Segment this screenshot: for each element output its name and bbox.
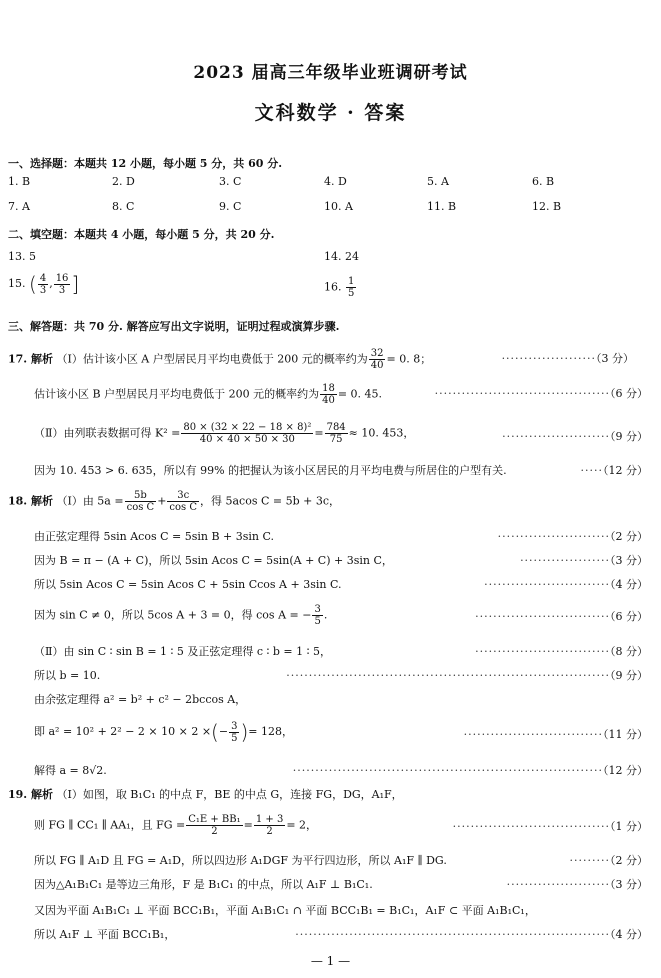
q18-line-1: 18. 解析 （Ⅰ）由 5a = $\frac{5b}{\text{cos C}}$ + $\frac{3c}{\text{cos C}}$ ，得 5acos C = 5b + 3c， [8,490,341,513]
answer-item: 10. A [324,200,353,213]
question-label: 19. 解析 [8,788,53,801]
fraction: $\frac{3}{5}$ [314,604,321,627]
fraction: $\frac{16}{3}$ [55,272,69,296]
text: 所以 A₁F ⊥ 平面 BCC₁B₁， [34,928,176,941]
text: = 0. 45. [337,387,383,401]
text: 又因为平面 A₁B₁C₁ ⊥ 平面 BCC₁B₁，平面 A₁B₁C₁ ∩ 平面 BCC₁B₁ = B₁C₁，A₁F ⊂ 平面 A₁B₁C₁， [34,904,536,917]
score: ·····················（3 分） [501,352,634,365]
text: 估计该小区 B 户型居民月平均电费低于 200 元的概率约为 [34,387,320,401]
score: ····················（3 分） [520,554,648,567]
text: 则 FG ∥ CC₁ ∥ AA₁，且 FG = [34,818,186,832]
score: ·······················（3 分） [506,878,648,891]
q18-line-7 [34,667,648,683]
score: ···································（1 分） [452,820,648,833]
answer-item: 2. D [112,175,135,188]
fraction: $\frac{5b}{\text{cos C}}$ [126,490,155,513]
answer-row-1 [8,175,648,191]
q17-line-1 [8,348,648,371]
score: ·······························（11 分） [463,728,648,741]
fraction: $\frac{3c}{\text{cos C}}$ [169,490,197,513]
score: ························（9 分） [502,430,648,443]
answer-item: 8. C [112,200,135,213]
q17-line-4 [34,462,648,478]
text: 解得 a = 8√2. [34,764,107,777]
q18-line-8 [34,691,648,707]
text: . [323,608,328,622]
score: ······························（6 分） [475,610,648,623]
fraction: $\frac{784}{75}$ [326,422,346,445]
fraction: $\frac{18}{40}$ [322,383,335,406]
open-paren: ( [211,720,219,744]
answer-item: 1. B [8,175,31,188]
fraction: $\frac{32}{40}$ [370,348,384,371]
section-heading-solution: 三、解答题：共 70 分. 解答应写出文字说明，证明过程或演算步骤. [8,320,340,333]
text: 所以 FG ∥ A₁D 且 FG = A₁D，所以四边形 A₁DGF 为平行四边形，所以 A₁F ∥ DG. [34,854,447,867]
text: 由余弦定理得 a² = b² + c² − 2bccos A， [34,693,247,706]
q19-line-1 [8,786,648,802]
score: ······································································（4 分） [295,928,648,941]
answer-item: 6. B [532,175,555,188]
text: （Ⅱ）由列联表数据可得 K² = [34,426,181,440]
q19-line-2: 则 FG ∥ CC₁ ∥ AA₁，且 FG = $\frac{\text{C₁E + BB₁}}{2}$ = $\frac{1 + 3}{2}$ = 2， ···································（1 分） [34,814,648,837]
page-title: 2023 届高三年级毕业班调研考试 [193,63,468,83]
q19-line-3 [34,852,648,868]
q18-line-3 [34,552,648,568]
text: = 2， [286,818,318,832]
q18-line-4 [34,576,648,592]
close-paren: ) [240,720,249,744]
q17-line-2 [34,383,648,406]
q18-line-5 [34,604,648,627]
answer-item: 12. B [532,200,562,213]
question-label: 18. 解析 [8,494,53,508]
text: （Ⅰ）如图，取 B₁C₁ 的中点 F，BE 的中点 G，连接 FG，DG，A₁F， [56,788,403,801]
q17-line-3: （Ⅱ）由列联表数据可得 K² = $\frac{\text{80 × (32 × 22 − 18 × 8)²}}{40 \times 40 \times 50 \times 30}$ = $\frac{784}{75}$ ≈ 10. 453， ························（9 分） [34,422,648,445]
q18-line-9: 即 a² = 10² + 2² − 2 × 10 × 2 ×(− $\frac{3}{5}$ )= 128， ·······························（11 分） [34,720,648,744]
answer-item: 4. D [324,175,347,188]
fraction: $\frac{1}{5}$ [348,276,355,299]
answer-label: 15. [8,277,26,290]
score: ····························（4 分） [484,578,648,591]
answer-row-2 [8,200,648,216]
fraction: $\frac{3}{5}$ [231,720,238,744]
text: 因为△A₁B₁C₁ 是等边三角形，F 是 B₁C₁ 的中点，所以 A₁F ⊥ B₁C₁. [34,878,373,891]
answer-13: 13. 5 [8,250,36,263]
text: 由正弦定理得 5sin Acos C = 5sin B + 3sin C. [34,530,275,543]
text: = 0. 8； [386,352,432,366]
score: ········································································（9 分） [286,669,648,682]
score: ·························（2 分） [497,530,648,543]
page-subtitle: 文科数学 · 答案 [254,102,407,124]
answer-14: 14. 24 [324,250,359,263]
q19-line-6 [34,926,648,942]
fraction: $\frac{\text{C₁E + BB₁}}{2}$ [188,814,241,837]
text: 即 a² = 10² + 2² − 2 × 10 × 2 × [34,725,212,738]
open-paren: ( [29,272,37,296]
score: ······························（8 分） [475,645,648,658]
answer-15: 15. ( $\frac{4}{3}$ , $\frac{16}{3}$ ] [8,272,80,296]
text: （Ⅱ）由 sin C ∶ sin B = 1 ∶ 5 及正弦定理得 c ∶ b = 1 ∶ 5， [34,645,331,658]
answer-item: 11. B [427,200,457,213]
fraction: $\frac{1 + 3}{2}$ [255,814,284,837]
answer-item: 5. A [427,175,449,188]
section-heading-choice: 一、选择题：本题共 12 小题，每小题 5 分，共 60 分. [8,157,283,170]
text: ，得 5acos C = 5b + 3c， [200,494,341,508]
close-bracket: ] [71,272,80,296]
text: （Ⅰ）由 5a = [56,494,124,508]
answer-item: 7. A [8,200,30,213]
question-label: 17. 解析 [8,352,53,366]
score: ·········（2 分） [569,854,648,867]
score: ·····（12 分） [580,464,648,477]
answer-16 [324,276,357,299]
answer-item: 3. C [219,175,242,188]
text: 所以 b = 10. [34,669,101,682]
q18-line-2 [34,528,648,544]
text: 所以 5sin Acos C = 5sin Acos C + 5sin Ccos A + 3sin C. [34,578,342,591]
text: ≈ 10. 453， [348,426,415,440]
answer-label: 16. [324,280,342,294]
fraction: $\frac{4}{3}$ [39,272,47,296]
score: ·····································································（12 分） [292,764,648,777]
text: 因为 10. 453 > 6. 635，所以有 99% 的把握认为该小区居民的月平均电费与所居住的户型有关. [34,464,507,477]
q18-line-6 [34,643,648,659]
q19-line-5 [34,902,648,918]
page-number: — 1 — [310,954,351,968]
text: （Ⅰ）估计该小区 A 户型居民月平均电费低于 200 元的概率约为 [56,352,368,366]
text: = 128， [248,725,293,738]
answer-item: 9. C [219,200,242,213]
text: 因为 B = π − (A + C)，所以 5sin Acos C = 5sin(A + C) + 3sin C， [34,554,393,567]
q19-line-4 [34,876,648,892]
q18-line-10 [34,762,648,778]
fraction: $\frac{\text{80 × (32 × 22 − 18 × 8)²}}{40 \times 40 \times 50 \times 30}$ [183,422,312,445]
section-heading-fill: 二、填空题：本题共 4 小题，每小题 5 分，共 20 分. [8,228,275,241]
text: 因为 sin C ≠ 0，所以 5cos A + 3 = 0，得 cos A = − [34,608,312,622]
score: ·······································（6 分） [434,387,648,400]
